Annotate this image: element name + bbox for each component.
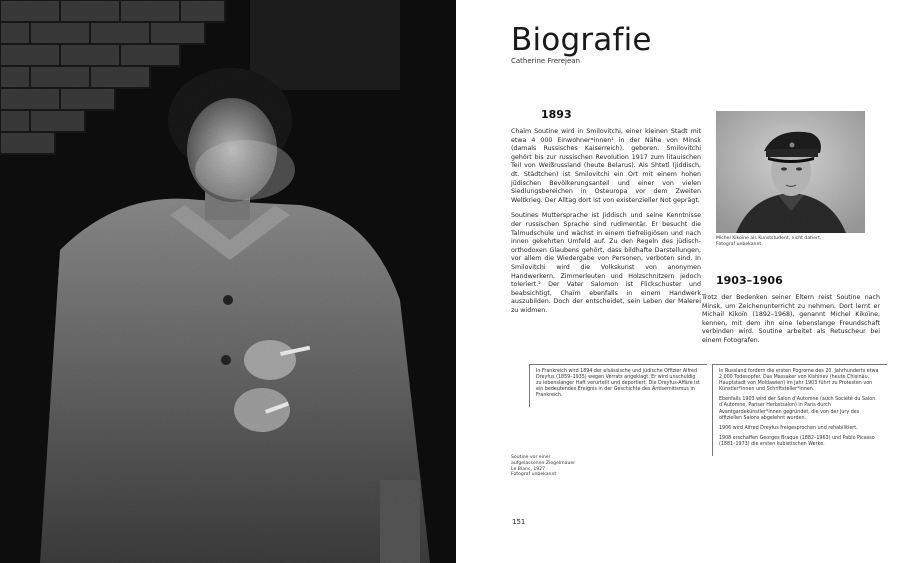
year-heading-1893: 1893	[541, 108, 572, 121]
caption-line: Fotograf unbekannt	[716, 241, 762, 247]
paragraph: Chaïm Soutine wird in Smilovitchi, einer kleinen Stadt mit etwa 4 000 Einwohner*innen¹ in der Nähe von Minsk (damals Russisches Kaiserreich), geboren. Smilovitchi gehört bis zur russischen Revolution 1917 zum litauischen Teil von Weißrussland (heute Belarus). Als Shtetl (jiddisch, dt. Städtchen) ist Smilovitchi ein Ort mit einem hohen jüdischen Bevölkerungsanteil und einer von vielen Siedlungsbereichen in Osteuropa vor dem Zweiten Weltkrieg. Der Alltag dort ist von existenzieller Not geprägt.	[511, 128, 701, 204]
note-box-1893	[529, 364, 707, 407]
text-1893	[511, 128, 701, 322]
note-text: 1906 wird Alfred Dreyfus freigesprochen und rehabilitiert.	[719, 425, 858, 431]
page-number: 151	[512, 518, 526, 526]
caption-line: Le Blanc, 1927	[511, 466, 546, 472]
caption-line: aufgelassenen Ziegelmauer	[511, 460, 576, 466]
left-photo-caption	[511, 455, 601, 478]
paragraph: Trotz der Bedenken seiner Eltern reist Soutine nach Minsk, um Zeichenunterricht zu nehmen. Dort lernt er Michail Kikoïn (1892–1968), genannt Michel Kikoïne, kennen, mit dem ihn eine lebenslange Freundschaft verbinden wird. Soutine arbeitet als Retuscheur bei einem Fotografen.	[702, 294, 880, 344]
year-heading-1903-1906: 1903–1906	[716, 274, 783, 287]
page-title: Biografie	[511, 22, 652, 58]
paragraph: Soutines Muttersprache ist Jiddisch und seine Kenntnisse der russischen Sprache sind rudimentär. Er besucht die Talmudschule und wächst in einem tiefreligiösen und nach innen gekehrten Umfeld auf. Zu den Regeln des jüdisch-orthodoxen Glaubens gehört, dass bildhafte Darstellungen, vor allem die Wiedergabe von Personen, verboten sind. In Smilovitchi wird die Volkskunst von anonymen Handwerkern, Zimmerleuten und Holzschnitzern jedoch toleriert.² Der Vater Salomon ist Flickschuster und beabsichtigt, Chaïm ebenfalls in einem Handwerk auszubilden. Doch der entscheidet, sein Leben der Malerei zu widmen.	[511, 212, 701, 314]
note-text: Ebenfalls 1903 wird der Salon d’Automne (auch Société du Salon d’Automne, Pariser Herbstsalon) in Paris durch Avantgardekünstler*innen gegründet, die von der Jury des offiziellen Salons abgelehnt wurden.	[719, 397, 876, 421]
kikoine-photograph	[716, 111, 865, 233]
note-text: In Frankreich wird 1894 der elsässische und jüdische Offizier Alfred Dreyfus (1859–1935) wegen Verrats angeklagt. Er wird unschuldig zu lebenslanger Haft verurteilt und deportiert. Die Dreyfus-Affäre ist ein bedeutendes Ereignis in der Geschichte des Antisemitismus in Frankreich.	[536, 369, 700, 399]
note-text: 1908 erschaffen Georges Braque (1882–1963) und Pablo Picasso (1881–1973) die ersten kubistischen Werke.	[719, 435, 875, 447]
author-name: Catherine Frerejean	[511, 57, 581, 65]
note-box-1903-1906	[712, 364, 887, 456]
caption-line: Michel Kikoïne als Kunststudent, nicht datiert,	[716, 236, 822, 241]
caption-line: Soutine vor einer	[511, 455, 551, 460]
caption-line: Fotograf unbekannt	[511, 472, 557, 478]
note-text: In Russland fordern die ersten Pogrome des 20. Jahrhunderts etwa 2 000 Todesopfer. Das Massaker von Kishinev (heute Chișinău, Hauptstadt von Moldawien) im Jahr 1903 führt zu Protesten von Künstler*innen und Schriftsteller*innen.	[719, 369, 879, 393]
text-1903-1906	[702, 294, 880, 353]
right-photo-caption	[716, 236, 866, 248]
